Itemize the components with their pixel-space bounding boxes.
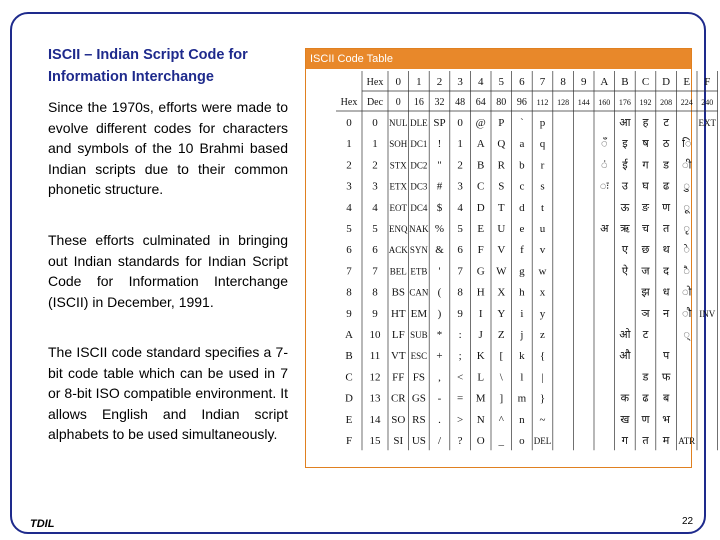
cell-3-6: c	[519, 180, 525, 193]
row-hex-8: 8	[346, 286, 352, 299]
cell-0-15: EXT	[698, 118, 717, 128]
cell-5-1: NAK	[409, 224, 429, 234]
cell-0-4: @	[475, 117, 486, 129]
cell-13-3: =	[456, 392, 464, 405]
row-hex-10: A	[345, 329, 353, 341]
cell-13-4: M	[475, 392, 486, 405]
row-dec-15: 15	[369, 435, 381, 447]
cell-3-3: 3	[457, 180, 463, 193]
col-hex-12: C	[641, 76, 650, 88]
cell-4-6: d	[519, 201, 525, 214]
col-dec-12: 192	[639, 98, 652, 107]
cell-6-13: थ	[662, 244, 670, 257]
paragraph-code-spec: The ISCII code standard specifies a 7- bit code table which can be used in 7 or 8-bit ISO compatible environment. It allows English and Indian script alphabets to be used simultaneously.	[48, 344, 288, 442]
cell-0-11: आ	[619, 117, 631, 129]
cell-4-1: DC4	[410, 202, 428, 213]
row-dec-3: 3	[372, 180, 378, 193]
col-hex-3: 3	[457, 76, 463, 88]
cell-2-2: "	[437, 159, 442, 172]
cell-9-13: न	[663, 307, 670, 320]
row-dec-1: 1	[372, 138, 378, 151]
cell-10-5: Z	[497, 329, 505, 341]
cell-8-1: CAN	[409, 287, 429, 298]
cell-6-4: F	[477, 244, 484, 257]
col-dec-0: 0	[395, 97, 401, 108]
cell-8-6: h	[519, 286, 525, 299]
cell-10-12: ट	[642, 329, 649, 341]
col-hex-8: 8	[560, 76, 566, 88]
cell-8-5: X	[497, 286, 506, 299]
row-hex-9: 9	[346, 307, 352, 320]
cell-3-12: घ	[642, 180, 649, 193]
cell-1-0: SOH	[389, 139, 408, 150]
col-hex-9: 9	[580, 76, 587, 88]
col-hex-14: E	[683, 76, 691, 88]
row-dec-9: 9	[372, 307, 378, 320]
cell-14-4: N	[476, 413, 485, 426]
cell-14-13: भ	[662, 413, 670, 426]
row-hex-12: C	[345, 371, 353, 384]
cell-9-12: ञ	[641, 307, 650, 320]
cell-15-14: ATR	[678, 436, 696, 446]
cell-8-13: ध	[662, 286, 670, 299]
iscii-code-table	[305, 48, 717, 468]
cell-1-11: इ	[622, 138, 628, 151]
cell-5-6: e	[519, 223, 525, 235]
cell-3-4: C	[477, 180, 485, 193]
paragraph-history: Since the 1970s, efforts were made to evolve different codes for characters and symbols of the 10 Brahmi based Indian scripts due to their common phonetic structure.	[48, 99, 288, 197]
cell-7-13: द	[663, 265, 670, 278]
cell-0-0: NUL	[389, 118, 408, 128]
cell-11-3: ;	[458, 350, 462, 363]
cell-3-2: #	[436, 180, 443, 193]
cell-10-11: ओ	[619, 329, 631, 341]
cell-2-7: r	[540, 159, 545, 172]
row-hex-1: 1	[346, 138, 352, 151]
col-hex-15: F	[704, 76, 711, 88]
col-hex-1: 1	[416, 76, 422, 88]
row-hex-3: 3	[346, 180, 352, 193]
cell-4-5: T	[497, 201, 505, 214]
col-hex-4: 4	[477, 76, 484, 88]
cell-2-3: 2	[457, 159, 463, 172]
cell-10-2: *	[436, 329, 443, 341]
cell-9-0: HT	[390, 307, 406, 320]
cell-11-7: {	[539, 350, 546, 363]
cell-5-2: %	[434, 223, 445, 235]
cell-5-12: च	[642, 223, 649, 235]
cell-12-13: फ	[661, 371, 671, 384]
cell-3-13: ढ	[662, 180, 670, 193]
cell-1-2: !	[437, 138, 442, 151]
cell-6-5: V	[497, 244, 506, 257]
cell-8-2: (	[437, 286, 442, 299]
cell-15-13: म	[662, 435, 670, 447]
cell-7-12: ज	[641, 265, 650, 278]
cell-1-5: Q	[497, 138, 506, 151]
cell-7-3: 7	[457, 265, 463, 278]
cell-7-4: G	[476, 265, 485, 278]
cell-10-3: :	[458, 329, 462, 341]
cell-12-1: FS	[412, 371, 426, 384]
row-dec-10: 10	[369, 329, 381, 341]
col-hex-6: 6	[519, 76, 525, 88]
cell-9-6: i	[520, 307, 524, 320]
iscii-table-heading: ISCII Code Table	[306, 49, 691, 69]
cell-2-0: STX	[389, 160, 407, 171]
cell-6-14: े	[683, 244, 690, 257]
cell-15-11: ग	[621, 435, 629, 447]
slide-title: ISCII – Indian Script Code for Information Interchange	[48, 47, 248, 85]
col-hex-2: 2	[436, 76, 443, 88]
col-hex-5: 5	[498, 76, 505, 88]
cell-1-12: ष	[642, 138, 649, 151]
cell-6-6: f	[520, 244, 524, 257]
cell-4-13: ण	[662, 201, 671, 214]
cell-14-7: ~	[539, 413, 546, 426]
col-hex-11: B	[621, 76, 629, 88]
row-hex-5: 5	[346, 223, 352, 235]
col-dec-2: 32	[434, 97, 445, 108]
row-hex-13: D	[345, 392, 353, 405]
cell-15-4: O	[476, 435, 485, 447]
cell-10-7: z	[540, 329, 545, 341]
cell-3-10: ः	[599, 180, 609, 193]
cell-5-0: ENQ	[389, 224, 408, 234]
cell-15-2: /	[437, 435, 442, 447]
cell-13-6: m	[517, 392, 527, 405]
cell-3-7: s	[540, 180, 545, 193]
cell-15-5: _	[498, 435, 505, 447]
row-hex-label: Hex	[340, 97, 358, 108]
col-dec-14: 224	[680, 98, 693, 107]
row-dec-0: 0	[372, 117, 378, 129]
cell-9-5: Y	[497, 307, 506, 320]
cell-4-7: t	[540, 201, 545, 214]
dec-label: Dec	[366, 97, 384, 108]
cell-15-0: SI	[393, 435, 404, 447]
cell-12-7: |	[541, 371, 544, 384]
cell-12-3: <	[456, 371, 464, 384]
cell-6-7: v	[539, 244, 546, 257]
cell-10-6: j	[520, 329, 524, 341]
cell-7-7: w	[538, 265, 547, 278]
cell-8-7: x	[539, 286, 546, 299]
row-dec-12: 12	[369, 371, 381, 384]
cell-7-0: BEL	[389, 266, 407, 277]
cell-1-4: A	[476, 138, 485, 151]
cell-2-6: b	[519, 159, 525, 172]
cell-0-3: 0	[457, 117, 463, 129]
cell-2-10: ं	[601, 159, 608, 172]
cell-2-1: DC2	[410, 160, 428, 171]
row-dec-14: 14	[369, 413, 381, 426]
iscii-table-grid	[306, 69, 717, 467]
row-dec-11: 11	[369, 350, 381, 363]
cell-2-5: R	[497, 159, 505, 172]
cell-2-12: ग	[642, 159, 649, 172]
cell-11-5: [	[499, 350, 504, 363]
col-dec-7: 112	[536, 98, 549, 107]
cell-13-2: -	[437, 392, 442, 405]
cell-14-12: ण	[641, 413, 650, 426]
cell-14-5: ^	[498, 413, 504, 426]
cell-5-10: अ	[600, 223, 609, 235]
cell-9-1: EM	[410, 307, 428, 320]
cell-4-3: 4	[457, 201, 463, 214]
cell-5-14: ृ	[683, 223, 690, 235]
row-hex-6: 6	[346, 244, 352, 257]
cell-10-4: J	[478, 329, 483, 341]
col-dec-10: 160	[598, 98, 611, 107]
cell-4-0: EOT	[389, 202, 408, 213]
cell-3-1: DC3	[410, 181, 428, 192]
cell-8-14: ो	[682, 286, 692, 299]
hex-label: Hex	[366, 77, 384, 88]
cell-4-2: $	[436, 201, 443, 214]
cell-5-3: 5	[457, 223, 463, 235]
cell-7-11: ऐ	[621, 265, 628, 278]
cell-12-12: ड	[642, 371, 649, 384]
cell-15-6: o	[519, 435, 525, 447]
cell-7-5: W	[496, 265, 507, 278]
row-hex-2: 2	[346, 159, 352, 172]
col-hex-0: 0	[395, 76, 402, 88]
cell-6-0: ACK	[388, 245, 408, 256]
cell-1-6: a	[519, 138, 525, 151]
cell-10-0: LF	[391, 329, 405, 341]
cell-13-0: CR	[390, 392, 406, 405]
cell-13-1: GS	[411, 392, 426, 405]
cell-5-11: ऋ	[620, 223, 630, 235]
col-dec-8: 128	[557, 98, 570, 107]
row-hex-14: E	[345, 413, 353, 426]
cell-12-2: ,	[438, 371, 441, 384]
col-dec-6: 96	[516, 97, 527, 108]
cell-15-3: ?	[457, 435, 463, 447]
cell-12-4: L	[477, 371, 485, 384]
cell-2-14: ी	[682, 159, 692, 172]
col-dec-1: 16	[413, 97, 424, 108]
page-number: 22	[682, 516, 694, 527]
cell-1-3: 1	[457, 138, 463, 151]
cell-14-6: n	[519, 413, 525, 426]
cell-12-6: l	[520, 371, 524, 384]
cell-1-1: DC1	[410, 139, 428, 150]
cell-7-14: ै	[683, 265, 690, 278]
cell-9-2: )	[437, 307, 442, 320]
cell-6-1: SYN	[409, 245, 428, 256]
cell-13-5: ]	[499, 392, 504, 405]
cell-6-12: छ	[641, 244, 650, 257]
cell-4-14: ू	[683, 201, 690, 214]
cell-2-11: ई	[622, 159, 628, 172]
cell-14-11: ख	[620, 413, 630, 426]
footer-logo-text: TDIL	[30, 518, 55, 530]
row-hex-15: F	[345, 435, 353, 447]
col-hex-10: A	[600, 76, 609, 88]
cell-9-4: I	[478, 307, 483, 320]
cell-7-1: ETB	[410, 266, 428, 277]
row-dec-8: 8	[372, 286, 378, 299]
row-hex-11: B	[345, 350, 353, 363]
row-hex-0: 0	[346, 117, 352, 129]
cell-6-3: 6	[457, 244, 463, 257]
cell-1-7: q	[539, 138, 546, 151]
row-hex-4: 4	[346, 201, 352, 214]
cell-0-2: SP	[433, 117, 446, 129]
cell-8-12: झ	[641, 286, 650, 299]
cell-13-13: ब	[662, 392, 670, 405]
cell-0-1: DLE	[410, 118, 428, 128]
col-dec-9: 144	[577, 98, 590, 107]
cell-15-1: US	[411, 435, 426, 447]
cell-5-4: E	[477, 223, 485, 235]
col-dec-4: 64	[475, 97, 486, 108]
paragraph-standard: These efforts culminated in bringing out Indian standards for Indian Script Code for Information Interchange (ISCII) in December, 1991.	[48, 232, 288, 310]
col-dec-11: 176	[618, 98, 631, 107]
cell-0-12: ह	[642, 117, 649, 129]
row-dec-5: 5	[372, 223, 378, 235]
cell-14-0: SO	[391, 413, 406, 426]
col-dec-3: 48	[455, 97, 466, 108]
cell-9-15: INV	[699, 308, 716, 319]
cell-0-13: ट	[663, 117, 669, 129]
cell-11-2: +	[436, 350, 443, 363]
col-dec-5: 80	[496, 97, 507, 108]
row-dec-7: 7	[372, 265, 378, 278]
cell-2-4: B	[477, 159, 485, 172]
cell-12-5: \	[499, 371, 503, 384]
cell-11-0: VT	[390, 350, 406, 363]
cell-0-5: P	[498, 117, 505, 129]
cell-11-11: औ	[619, 350, 631, 363]
cell-7-6: g	[519, 265, 525, 278]
cell-1-10: ँ	[601, 138, 608, 151]
cell-10-14: ्	[683, 329, 690, 341]
cell-1-14: ि	[682, 138, 692, 151]
row-dec-2: 2	[372, 159, 378, 172]
cell-13-7: }	[539, 392, 546, 405]
cell-9-7: y	[539, 307, 546, 320]
cell-13-12: ढ	[642, 392, 649, 405]
cell-12-0: FF	[392, 371, 405, 384]
cell-0-6: `	[520, 117, 524, 129]
cell-3-14: ु	[683, 180, 690, 193]
cell-1-13: ठ	[662, 138, 670, 151]
cell-3-0: ETX	[389, 181, 408, 192]
row-dec-4: 4	[372, 201, 378, 214]
cell-9-3: 9	[457, 307, 463, 320]
cell-14-2: .	[438, 413, 441, 426]
cell-15-7: DEL	[533, 436, 552, 446]
cell-15-12: त	[642, 435, 649, 447]
cell-3-5: S	[498, 180, 505, 193]
cell-2-13: ड	[663, 159, 670, 172]
cell-14-1: RS	[412, 413, 426, 426]
col-hex-13: D	[662, 76, 671, 88]
cell-4-4: D	[476, 201, 485, 214]
cell-7-2: '	[438, 265, 441, 278]
cell-3-11: उ	[621, 180, 628, 193]
row-dec-13: 13	[369, 392, 381, 405]
col-hex-7: 7	[539, 76, 546, 88]
cell-6-2: &	[435, 244, 444, 257]
cell-11-4: K	[476, 350, 485, 363]
cell-9-14: ौ	[682, 307, 692, 320]
cell-11-6: k	[519, 350, 525, 363]
cell-5-7: u	[539, 223, 546, 235]
cell-4-12: ङ	[641, 201, 650, 214]
cell-4-11: ऊ	[620, 201, 630, 214]
col-dec-15: 240	[701, 98, 714, 107]
col-dec-13: 208	[660, 98, 673, 107]
cell-5-13: त	[662, 223, 670, 235]
cell-11-13: प	[662, 350, 670, 363]
cell-8-4: H	[476, 286, 485, 299]
cell-13-11: क	[620, 392, 630, 405]
cell-8-3: 8	[457, 286, 463, 299]
cell-10-1: SUB	[410, 330, 428, 340]
cell-8-0: BS	[391, 286, 406, 299]
cell-0-7: p	[539, 117, 546, 129]
cell-14-3: >	[456, 413, 464, 426]
row-dec-6: 6	[372, 244, 378, 257]
cell-5-5: U	[497, 223, 506, 235]
row-hex-7: 7	[346, 265, 352, 278]
cell-11-1: ESC	[410, 351, 428, 362]
cell-6-11: ए	[621, 244, 628, 257]
